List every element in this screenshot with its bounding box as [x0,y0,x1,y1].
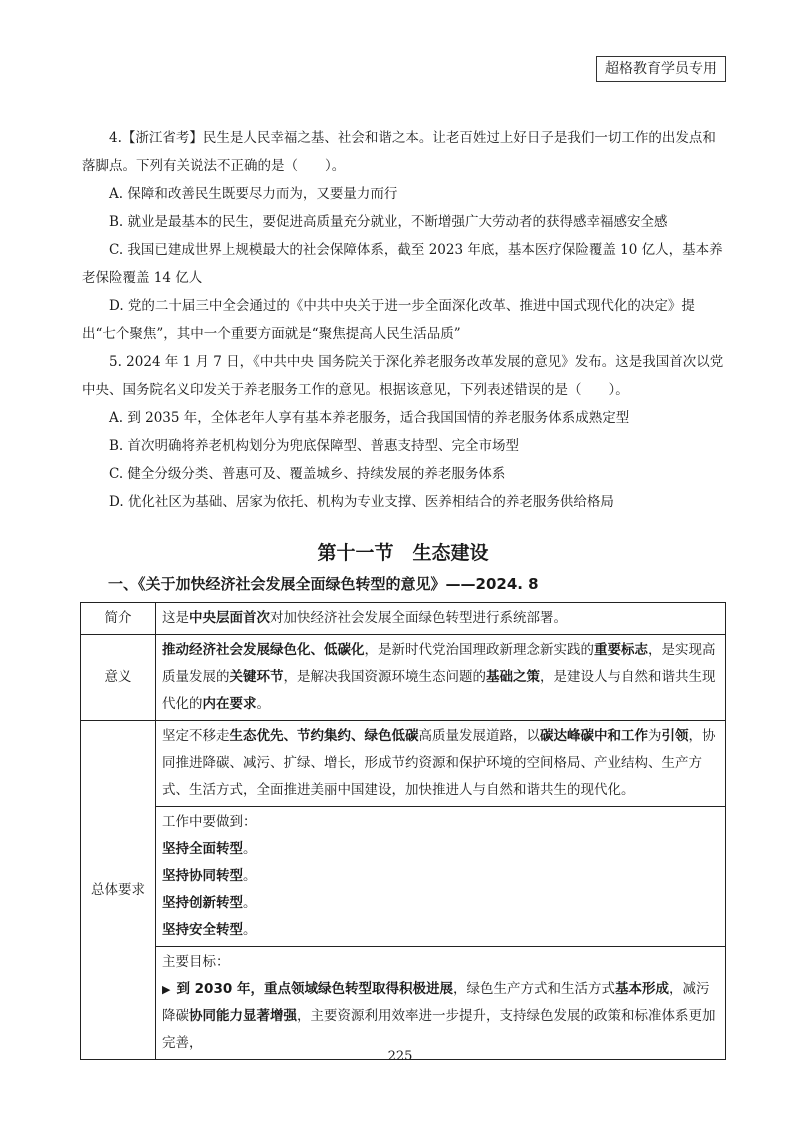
sub-title: 一、《关于加快经济社会发展全面绿色转型的意见》——2024. 8 [108,575,539,593]
requirements-heading: 工作中要做到： [162,814,257,830]
table-row-meaning [81,635,726,721]
requirement-item: 坚持协同转型。 [162,868,257,884]
requirements-paragraph-3 [156,946,725,1059]
goals-heading: 主要目标： [162,954,230,970]
question-4-option-b: B. 就业是最基本的民生，要促进高质量充分就业，不断增强广大劳动者的获得感幸福感安全感 [109,214,668,230]
page-content [82,124,724,1060]
policy-table [80,602,726,1060]
table-row-requirements [81,721,726,1060]
question-4-option-c: C. 我国已建成世界上规模最大的社会保障体系，截至 2023 年底，基本医疗保险覆盖 10 亿人，基本养老保险覆盖 14 亿人 [82,242,723,286]
meaning-label: 意义 [81,635,156,721]
question-5-stem: 5. 2024 年 1 月 7 日，《中共中央 国务院关于深化养老服务改革发展的意见》发布。这是我国首次以党中央、国务院名义印发关于养老服务工作的意见。根据该意见，下列表述错误的是（ ）。 [82,354,724,398]
question-5-option-c: C. 健全分级分类、普惠可及、覆盖城乡、持续发展的养老服务体系 [109,466,506,482]
triangle-bullet-icon: ▶ [162,983,171,996]
requirement-item: 坚持创新转型。 [162,895,257,911]
question-5-option-d: D. 优化社区为基础、居家为依托、机构为专业支撑、医养相结合的养老服务供给格局 [109,494,614,510]
table-row-intro [81,603,726,635]
goal-item: ▶ 到 2030 年，重点领域绿色转型取得积极进展，绿色生产方式和生活方式基本形成，减污降碳协同能力显著增强，主要资源利用效率进一步提升，支持绿色发展的政策和标准体系更加完善， [162,981,716,1051]
requirements-paragraph-2 [156,806,725,946]
page-number: 225 [387,1049,413,1064]
watermark-stamp: 超格教育学员专用 [596,56,726,82]
question-5-option-b: B. 首次明确将养老机构划分为兜底保障型、普惠支持型、完全市场型 [109,438,520,454]
question-4-option-a: A. 保障和改善民生既要尽力而为，又要量力而行 [109,186,398,202]
requirements-cell [156,721,726,1060]
question-4-stem: 4.【浙江省考】民生是人民幸福之基、社会和谐之本。让老百姓过上好日子是我们一切工作的出发点和落脚点。下列有关说法不正确的是（ ）。 [82,130,716,174]
requirements-paragraph-1: 坚定不移走生态优先、节约集约、绿色低碳高质量发展道路，以碳达峰碳中和工作为引领，协同推进降碳、减污、扩绿、增长，形成节约资源和保护环境的空间格局、产业结构、生产方式、生活方式，全面推进美丽中国建设，加快推进人与自然和谐共生的现代化。 [162,728,716,798]
section-title: 第十一节 生态建设 [317,542,489,564]
intro-label: 简介 [81,603,156,635]
question-5-option-a: A. 到 2035 年，全体老年人享有基本养老服务，适合我国国情的养老服务体系成熟定型 [109,410,630,426]
intro-text: 这是中央层面首次对加快经济社会发展全面绿色转型进行系统部署。 [156,603,726,635]
requirement-item: 坚持安全转型。 [162,922,257,938]
meaning-text: 推动经济社会发展绿色化、低碳化，是新时代党治国理政新理念新实践的重要标志，是实现高质量发展的关键环节，是解决我国资源环境生态问题的基础之策，是建设人与自然和谐共生现代化的内在要求。 [156,635,726,721]
requirement-item: 坚持全面转型。 [162,841,257,857]
requirements-label: 总体要求 [81,721,156,1060]
question-4-option-d: D. 党的二十届三中全会通过的《中共中央关于进一步全面深化改革、推进中国式现代化的决定》提出“七个聚焦”，其中一个重要方面就是“聚焦提高人民生活品质” [82,298,695,342]
